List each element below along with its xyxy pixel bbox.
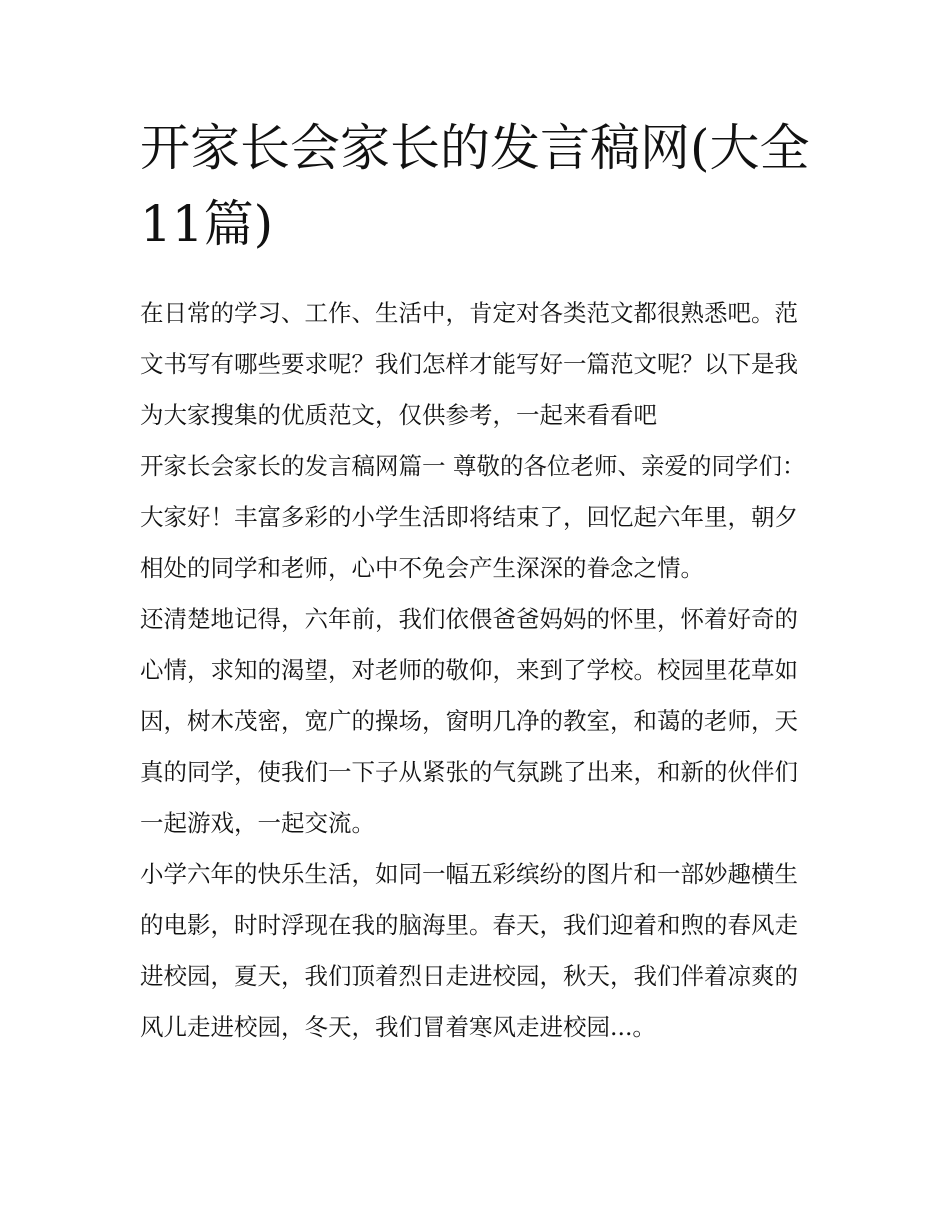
document-title: 开家长会家长的发言稿网(大全11篇)	[140, 119, 810, 253]
paragraph: 开家长会家长的发言稿网篇一 尊敬的各位老师、亲爱的同学们：	[140, 452, 806, 480]
paragraph: 在日常的学习、工作、生活中，肯定对各类范文都很熟悉吧。范文书写有哪些要求呢？我们怎样才能写好一篇范文呢？以下是我为大家搜集的优质范文，仅供参考，一起来看看吧	[140, 299, 798, 429]
document-body	[140, 288, 812, 1053]
document-page	[140, 0, 812, 1053]
paragraph: 还清楚地记得，六年前，我们依偎爸爸妈妈的怀里，怀着好奇的心情，求知的渴望，对老师的敬仰，来到了学校。校园里花草如因，树木茂密，宽广的操场，窗明几净的教室，和蔼的老师，天真的同学，使我们一下子从紧张的气氛跳了出来，和新的伙伴们一起游戏，一起交流。	[140, 605, 798, 837]
paragraph: 小学六年的快乐生活，如同一幅五彩缤纷的图片和一部妙趣横生的电影，时时浮现在我的脑海里。春天，我们迎着和煦的春风走进校园，夏天，我们顶着烈日走进校园，秋天，我们伴着凉爽的风儿走进校园，冬天，我们冒着寒风走进校园...。	[140, 860, 798, 1041]
paragraph: 大家好！丰富多彩的小学生活即将结束了，回忆起六年里，朝夕相处的同学和老师，心中不免会产生深深的眷念之情。	[140, 503, 798, 582]
